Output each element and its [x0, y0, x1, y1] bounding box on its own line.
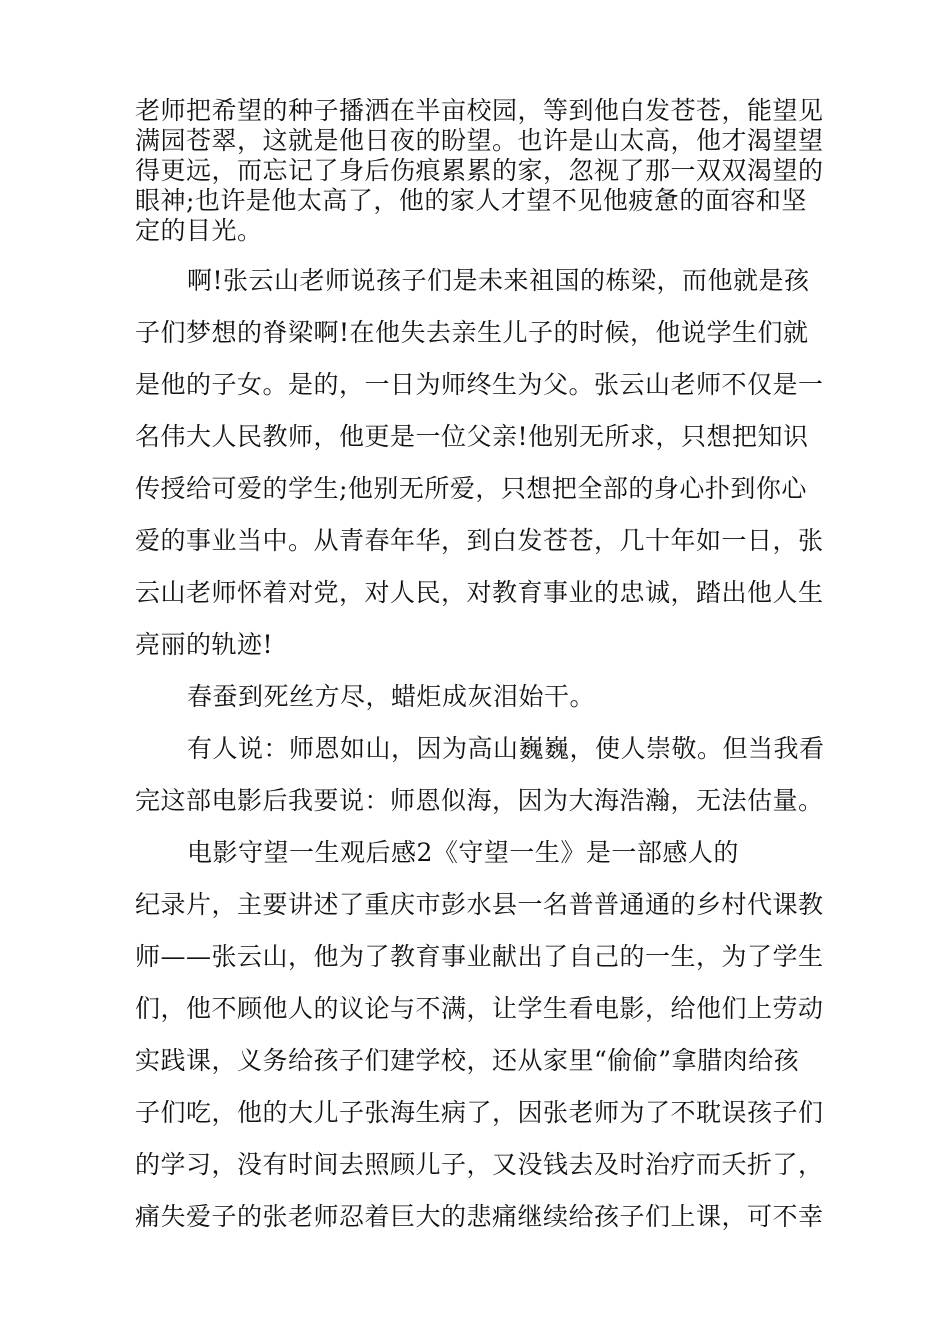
- text-line: 定的目光。: [135, 216, 263, 245]
- text-line: 师——张云山，他为了教育事业献出了自己的一生，为了学生: [135, 942, 824, 971]
- text-line: 满园苍翠，这就是他日夜的盼望。也许是山太高，他才渴望望: [135, 126, 824, 155]
- text-line: 爱的事业当中。从青春年华，到白发苍苍，几十年如一日，张: [135, 526, 824, 555]
- text-line: 眼神;也许是他太高了，他的家人才望不见他疲惫的面容和坚: [135, 186, 807, 215]
- paragraph-start-line: 春蚕到死丝方尽，蜡炬成灰泪始干。: [187, 682, 596, 711]
- paragraph-start-line: 电影守望一生观后感2《守望一生》是一部感人的: [187, 838, 739, 867]
- text-line: 痛失爱子的张老师忍着巨大的悲痛继续给孩子们上课，可不幸: [135, 1202, 824, 1231]
- text-line: 们，他不顾他人的议论与不满，让学生看电影，给他们上劳动: [135, 994, 824, 1023]
- text-line: 名伟大人民教师，他更是一位父亲!他别无所求，只想把知识: [135, 422, 809, 451]
- paragraph-start-line: 有人说：师恩如山，因为高山巍巍，使人崇敬。但当我看: [187, 734, 825, 763]
- text-line: 子们梦想的脊梁啊!在他失去亲生儿子的时候，他说学生们就: [135, 318, 809, 347]
- text-line: 传授给可爱的学生;他别无所爱，只想把全部的身心扑到你心: [135, 474, 807, 503]
- text-line: 老师把希望的种子播洒在半亩校园，等到他白发苍苍，能望见: [135, 96, 824, 125]
- body-text: [135, 255, 835, 1243]
- text-line: 实践课，义务给孩子们建学校，还从家里“偷偷”拿腊肉给孩: [135, 1046, 800, 1075]
- text-line: 得更远，而忘记了身后伤痕累累的家，忽视了那一双双渴望的: [135, 156, 824, 185]
- text-line: 纪录片，主要讲述了重庆市彭水县一名普普通通的乡村代课教: [135, 890, 824, 919]
- text-line: 完这部电影后我要说：师恩似海，因为大海浩瀚，无法估量。: [135, 786, 824, 815]
- text-line: 的学习，没有时间去照顾儿子，又没钱去及时治疗而夭折了，: [135, 1150, 824, 1179]
- dense-paragraph: [135, 96, 835, 246]
- text-line: 子们吃，他的大儿子张海生病了，因张老师为了不耽误孩子们: [135, 1098, 824, 1127]
- text-line: 是他的子女。是的，一日为师终生为父。张云山老师不仅是一: [135, 370, 824, 399]
- text-line: 亮丽的轨迹!: [135, 630, 274, 659]
- paragraph-start-line: 啊!张云山老师说孩子们是未来祖国的栋梁，而他就是孩: [187, 266, 810, 295]
- text-line: 云山老师怀着对党，对人民，对教育事业的忠诚，踏出他人生: [135, 578, 824, 607]
